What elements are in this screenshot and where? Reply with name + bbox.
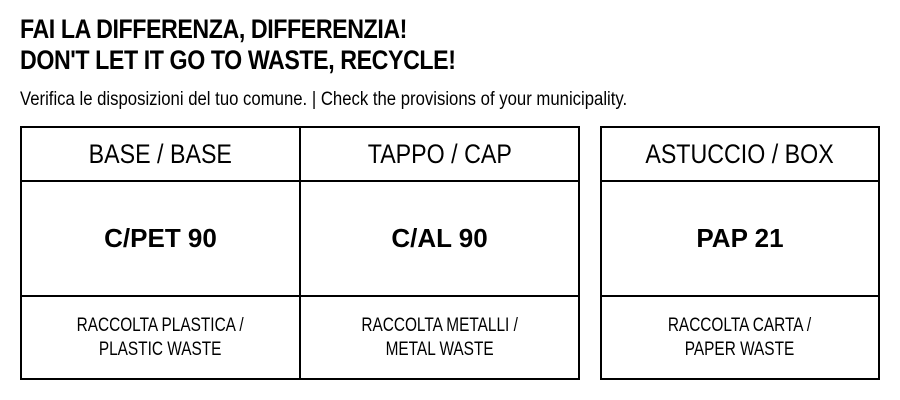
base-collection-cell <box>22 296 300 378</box>
base-collection-italian: RACCOLTA PLASTICA / <box>76 314 245 336</box>
base-header: BASE / BASE <box>88 138 233 169</box>
cap-header: TAPPO / CAP <box>367 138 512 169</box>
municipality-notice: Verifica le disposizioni del tuo comune. | Check the provisions of your municipality. <box>20 89 628 110</box>
box-header-cell <box>602 128 878 181</box>
box-code-cell <box>602 181 878 296</box>
cap-collection-cell <box>300 296 578 378</box>
box-collection <box>660 314 819 362</box>
base-collection-english: PLASTIC WASTE <box>99 338 222 360</box>
packaging-table-box <box>600 126 880 380</box>
heading-english: DON'T LET IT GO TO WASTE, RECYCLE! <box>20 45 456 75</box>
box-material-code: PAP 21 <box>696 223 784 253</box>
base-header-cell <box>22 128 300 181</box>
box-header: ASTUCCIO / BOX <box>645 138 835 169</box>
base-material-code: C/PET 90 <box>104 223 217 253</box>
cap-material-code: C/AL 90 <box>391 223 488 253</box>
heading-italian: FAI LA DIFFERENZA, DIFFERENZIA! <box>20 14 407 44</box>
cap-collection <box>353 314 527 362</box>
box-collection-english: PAPER WASTE <box>685 338 795 360</box>
packaging-table-main <box>20 126 580 380</box>
cap-header-cell <box>300 128 578 181</box>
cap-code-cell <box>300 181 578 296</box>
base-collection <box>68 314 254 362</box>
cap-collection-english: METAL WASTE <box>385 338 494 360</box>
cap-collection-italian: RACCOLTA METALLI / <box>361 314 518 336</box>
box-collection-cell <box>602 296 878 378</box>
heading <box>20 14 456 76</box>
box-collection-italian: RACCOLTA CARTA / <box>668 314 812 336</box>
base-code-cell <box>22 181 300 296</box>
